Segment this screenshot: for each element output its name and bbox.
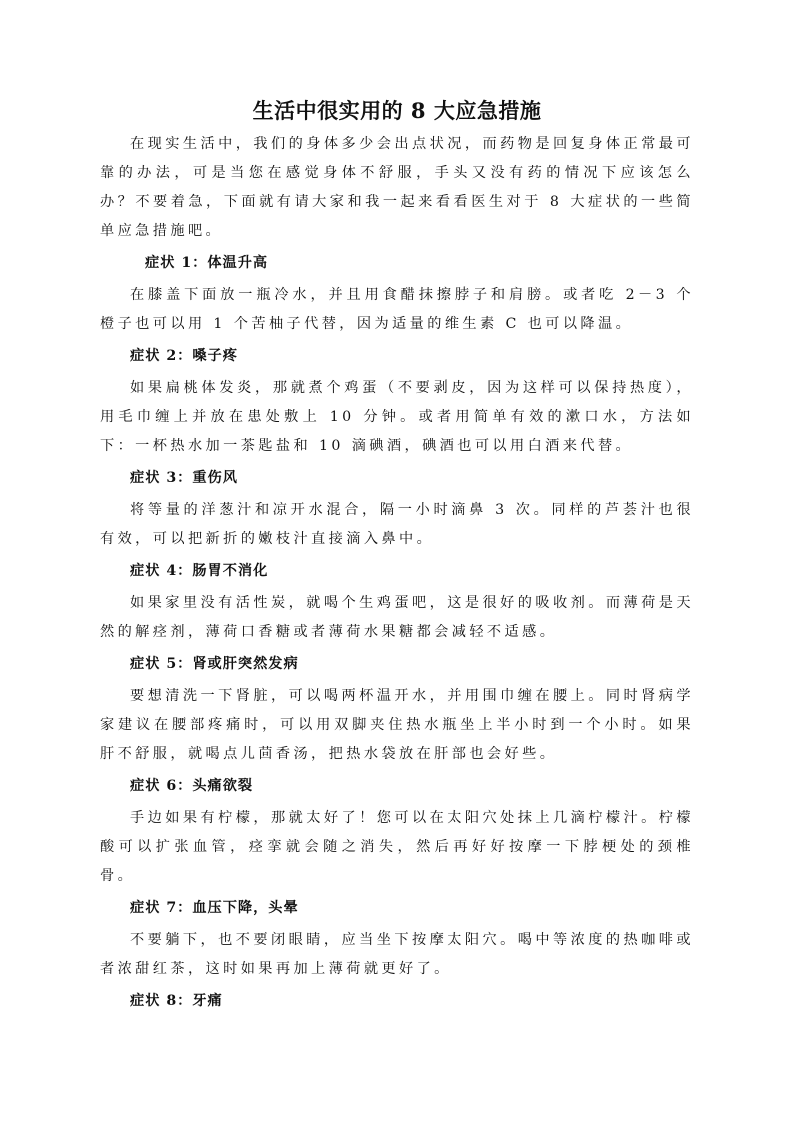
intro-paragraph: 在现实生活中，我们的身体多少会出点状况，而药物是回复身体正常最可靠的办法，可是当您在感觉身体不舒服，手头又没有药的情况下应该怎么办？不要着急，下面就有请大家和我一起来看看医生对于 8 大症状的一些简单应急措施吧。 [100, 136, 694, 239]
symptom-6-body: 手边如果有柠檬，那就太好了！您可以在太阳穴处抹上几滴柠檬汁。柠檬酸可以扩张血管，痉挛就会随之消失，然后再好好按摩一下脖梗处的颈椎骨。 [100, 810, 694, 884]
symptom-8-heading: 症状 8：牙痛 [130, 993, 223, 1009]
symptom-7-heading: 症状 7：血压下降，头晕 [130, 900, 299, 916]
document-page [100, 90, 694, 1019]
symptom-7-body: 不要躺下，也不要闭眼睛，应当坐下按摩太阳穴。喝中等浓度的热咖啡或者浓甜红茶，这时如果再加上薄荷就更好了。 [100, 932, 694, 977]
symptom-2-heading: 症状 2：嗓子疼 [130, 348, 238, 364]
symptom-5-body: 要想清洗一下肾脏，可以喝两杯温开水，并用围巾缠在腰上。同时肾病学家建议在腰部疼痛时，可以用双脚夹住热水瓶坐上半小时到一个小时。如果肝不舒服，就喝点儿茴香汤，把热水袋放在肝部也会好些。 [100, 688, 694, 762]
symptom-5-heading: 症状 5：肾或肝突然发病 [130, 656, 299, 672]
symptom-1-heading: 症状 1：体温升高 [145, 255, 269, 271]
symptom-3-heading: 症状 3：重伤风 [130, 470, 238, 486]
symptom-6-heading: 症状 6：头痛欲裂 [130, 778, 254, 794]
document-title: 生活中很实用的 8 大应急措施 [252, 98, 542, 123]
symptom-4-body: 如果家里没有活性炭，就喝个生鸡蛋吧，这是很好的吸收剂。而薄荷是天然的解痉剂，薄荷口香糖或者薄荷水果糖都会减轻不适感。 [100, 595, 694, 640]
symptom-2-body: 如果扁桃体发炎，那就煮个鸡蛋（不要剥皮，因为这样可以保持热度），用毛巾缠上并放在患处敷上 10 分钟。或者用简单有效的漱口水，方法如下：一杯热水加一茶匙盐和 10 滴碘酒，碘酒也可以用白酒来代替。 [100, 380, 694, 454]
symptom-3-body: 将等量的洋葱汁和凉开水混合，隔一小时滴鼻 3 次。同样的芦荟汁也很有效，可以把新折的嫩枝汁直接滴入鼻中。 [100, 502, 694, 547]
symptom-4-heading: 症状 4：肠胃不消化 [130, 563, 269, 579]
symptom-1-body: 在膝盖下面放一瓶冷水，并且用食醋抹擦脖子和肩膀。或者吃 2－3 个橙子也可以用 1 个苦柚子代替，因为适量的维生素 C 也可以降温。 [100, 287, 694, 332]
